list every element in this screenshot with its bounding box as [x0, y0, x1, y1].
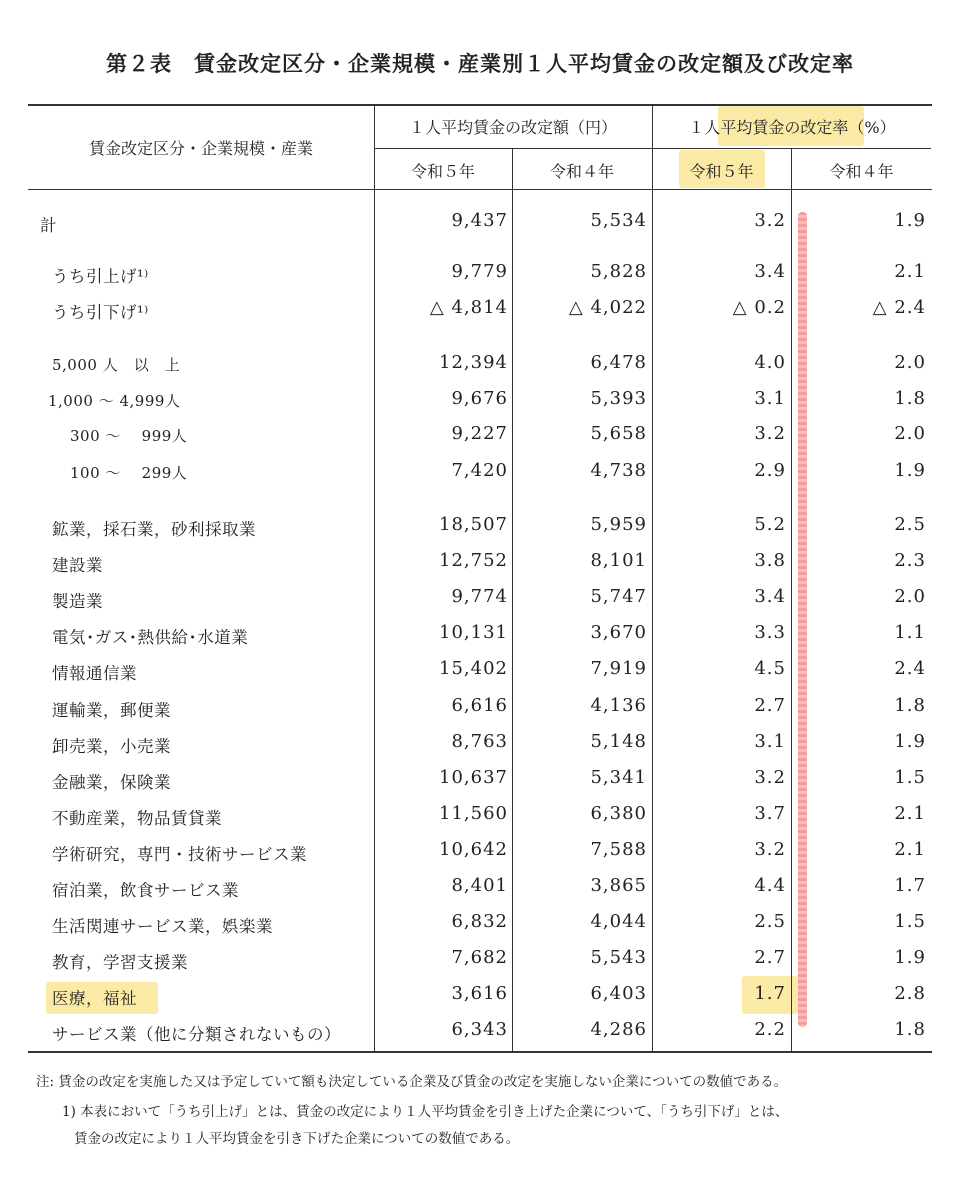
row-label: うち引上げ¹⁾	[52, 267, 149, 286]
row-label: 学術研究，専門・技術サービス業	[52, 845, 307, 864]
row-value-a4: 5,543	[590, 947, 647, 968]
rule-bottom	[28, 1051, 932, 1053]
header-rate-r4: 令和４年	[829, 162, 894, 181]
header-rate-r5: 令和５年	[689, 162, 754, 181]
header-amount-r5: 令和５年	[410, 162, 475, 181]
row-value-a5: 6,343	[451, 1019, 508, 1040]
row-value-a4: 6,478	[590, 352, 647, 373]
header-amount-group: １人平均賃金の改定額（円）	[408, 118, 617, 137]
row-value-a5: 12,752	[439, 550, 508, 571]
row-value-r5: 3.7	[754, 803, 786, 824]
row-value-a5: 7,420	[451, 460, 508, 481]
row-value-r4: 1.9	[894, 947, 926, 968]
row-value-a5: 9,676	[451, 388, 508, 409]
row-label: 鉱業，採石業，砂利採取業	[52, 520, 256, 539]
row-value-r4: 1.9	[894, 731, 926, 752]
row-value-a4: 4,286	[590, 1019, 647, 1040]
row-value-a5: 6,832	[451, 911, 508, 932]
row-label: うち引下げ¹⁾	[52, 303, 149, 322]
row-value-r4: 1.1	[894, 622, 926, 643]
row-value-r4: 1.8	[894, 388, 926, 409]
row-label: 情報通信業	[52, 664, 137, 683]
row-value-r4: 2.5	[894, 514, 926, 535]
row-value-r4: 1.9	[894, 460, 926, 481]
row-value-a5: 10,642	[439, 839, 508, 860]
row-label: サービス業（他に分類されないもの）	[52, 1025, 341, 1044]
row-value-a5: 9,774	[451, 586, 508, 607]
row-value-r5: 3.2	[754, 767, 786, 788]
row-value-a4: 5,658	[590, 423, 647, 444]
row-label: 製造業	[52, 592, 103, 611]
header-amount-r4: 令和４年	[549, 162, 614, 181]
row-label: 教育，学習支援業	[52, 953, 188, 972]
row-label: 医療，福祉	[52, 989, 137, 1008]
row-value-r4: 2.0	[894, 423, 926, 444]
row-value-r5: 4.5	[754, 658, 786, 679]
note-footnote-1: 1) 本表において「うち引上げ」とは、賃金の改定により１人平均賃金を引き上げた企業について、「うち引下げ」とは、	[62, 1104, 789, 1120]
row-value-a4: 5,393	[590, 388, 647, 409]
header-row-label: 賃金改定区分・企業規模・産業	[88, 139, 313, 158]
row-value-a4: 3,865	[590, 875, 647, 896]
row-label: 建設業	[52, 556, 103, 575]
row-value-r5: 3.3	[754, 622, 786, 643]
row-value-r5: 2.2	[754, 1019, 786, 1040]
row-label: 1,000 ～ 4,999人	[48, 392, 181, 410]
table-title: 第２表 賃金改定区分・企業規模・産業別１人平均賃金の改定額及び改定率	[106, 52, 854, 76]
row-label: 計	[40, 216, 57, 235]
row-value-a5: 18,507	[439, 514, 508, 535]
note-main: 注: 賃金の改定を実施した又は予定していて額も決定している企業及び賃金の改定を実施しない企業についての数値である。	[36, 1074, 788, 1090]
row-value-r4: △ 2.4	[872, 297, 926, 318]
row-value-a5: 10,637	[439, 767, 508, 788]
row-value-a4: 8,101	[590, 550, 647, 571]
row-value-a4: 5,828	[590, 261, 647, 282]
row-value-r5: 2.7	[754, 695, 786, 716]
row-value-r5: 4.4	[754, 875, 786, 896]
row-value-r4: 2.0	[894, 352, 926, 373]
row-label: 卸売業，小売業	[52, 737, 171, 756]
row-value-r5: 3.4	[754, 586, 786, 607]
row-value-r5: △ 0.2	[732, 297, 786, 318]
row-value-a4: 5,747	[590, 586, 647, 607]
row-value-r4: 2.8	[894, 983, 926, 1004]
row-label: 300 ～ 999人	[70, 427, 188, 445]
row-value-a4: 6,403	[590, 983, 647, 1004]
row-value-a5: 3,616	[451, 983, 508, 1004]
col-line-3	[652, 104, 653, 1052]
row-value-a5: 9,779	[451, 261, 508, 282]
col-line-2	[512, 148, 513, 1051]
row-value-r5: 3.1	[754, 388, 786, 409]
header-rate-group: １人平均賃金の改定率（%）	[688, 118, 896, 137]
row-value-a5: 8,401	[451, 875, 508, 896]
row-label: 電気･ガス･熱供給･水道業	[52, 628, 249, 647]
row-value-r4: 2.3	[894, 550, 926, 571]
row-value-a5: 12,394	[439, 352, 508, 373]
col-line-4	[791, 148, 792, 1051]
row-value-a4: 7,919	[590, 658, 647, 679]
row-label: 100 ～ 299人	[70, 464, 188, 482]
row-label: 運輸業，郵便業	[52, 701, 171, 720]
row-value-r4: 2.1	[894, 261, 926, 282]
row-value-r4: 2.1	[894, 803, 926, 824]
row-label: 5,000 人 以 上	[52, 356, 181, 374]
row-value-a5: 6,616	[451, 695, 508, 716]
row-value-r4: 1.5	[894, 911, 926, 932]
row-value-a4: 5,341	[590, 767, 647, 788]
row-value-a4: 7,588	[590, 839, 647, 860]
row-value-r5: 4.0	[754, 352, 786, 373]
row-value-r4: 1.5	[894, 767, 926, 788]
row-value-r5: 2.5	[754, 911, 786, 932]
row-value-a5: 9,227	[451, 423, 508, 444]
row-value-r4: 1.7	[894, 875, 926, 896]
row-value-a4: △ 4,022	[568, 297, 647, 318]
rule-top	[28, 104, 932, 106]
row-value-a4: 5,959	[590, 514, 647, 535]
row-value-r5: 3.8	[754, 550, 786, 571]
row-value-r4: 1.8	[894, 1019, 926, 1040]
row-value-r5: 3.4	[754, 261, 786, 282]
col-line-1	[374, 104, 375, 1052]
row-value-r5: 3.2	[754, 839, 786, 860]
row-value-a5: 10,131	[439, 622, 508, 643]
row-value-a4: 4,738	[590, 460, 647, 481]
row-value-a4: 3,670	[590, 622, 647, 643]
row-value-a5: 9,437	[451, 210, 508, 231]
row-value-a5: 7,682	[451, 947, 508, 968]
row-value-a4: 5,534	[590, 210, 647, 231]
row-value-a4: 5,148	[590, 731, 647, 752]
row-value-r5: 3.2	[754, 423, 786, 444]
row-value-a5: 15,402	[439, 658, 508, 679]
row-value-r5: 3.1	[754, 731, 786, 752]
row-value-a5: △ 4,814	[429, 297, 508, 318]
note-footnote-1-cont: 賃金の改定により１人平均賃金を引き下げた企業についての数値である。	[74, 1131, 520, 1147]
row-value-a4: 6,380	[590, 803, 647, 824]
red-marker-line	[798, 212, 807, 1027]
row-label: 金融業，保険業	[52, 773, 171, 792]
row-label: 宿泊業，飲食サービス業	[52, 881, 239, 900]
row-value-r5: 2.7	[754, 947, 786, 968]
row-value-r4: 1.9	[894, 210, 926, 231]
row-value-r4: 2.4	[894, 658, 926, 679]
row-value-r5: 5.2	[754, 514, 786, 535]
row-value-r4: 2.0	[894, 586, 926, 607]
row-value-r4: 1.8	[894, 695, 926, 716]
row-value-a4: 4,136	[590, 695, 647, 716]
row-label: 生活関連サービス業，娯楽業	[52, 917, 273, 936]
row-value-a5: 11,560	[439, 803, 508, 824]
row-value-a4: 4,044	[590, 911, 647, 932]
row-value-r5: 2.9	[754, 460, 786, 481]
rule-header-bottom	[28, 189, 932, 190]
row-value-r5: 1.7	[754, 983, 786, 1004]
row-value-r5: 3.2	[754, 210, 786, 231]
row-label: 不動産業，物品賃貸業	[52, 809, 222, 828]
row-value-a5: 8,763	[451, 731, 508, 752]
row-value-r4: 2.1	[894, 839, 926, 860]
